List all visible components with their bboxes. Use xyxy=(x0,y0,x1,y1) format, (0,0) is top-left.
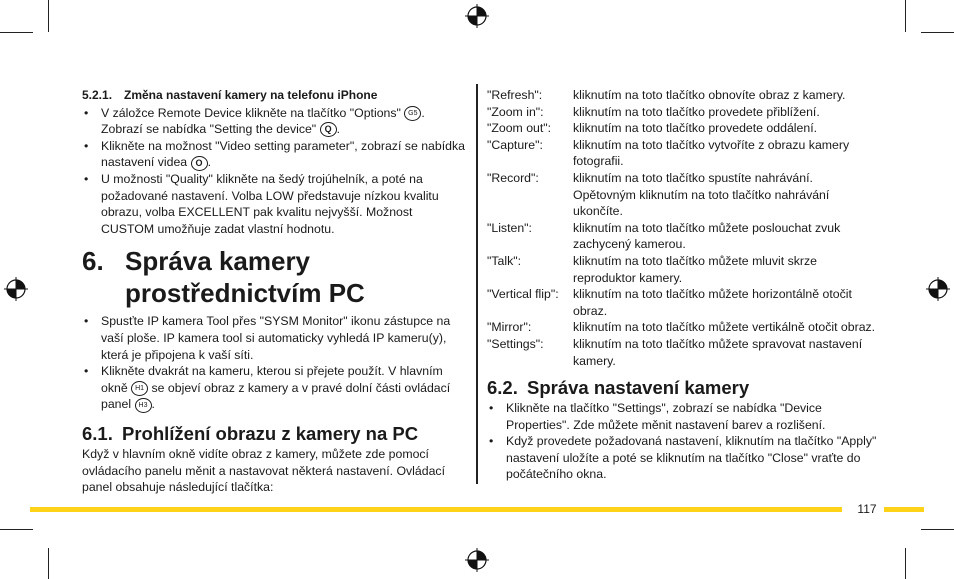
subsection-number: 5.2.1. xyxy=(82,88,113,102)
definition-text: kliknutím na toto tlačítko vytvoříte z obrazu kamery fotografii. xyxy=(573,137,850,169)
h1-badge-icon: H1 xyxy=(131,381,148,396)
chapter-title: Správa kamery prostřednictvím PC xyxy=(125,246,365,309)
definition-term: "Zoom in": xyxy=(487,104,544,119)
page-number: 117 xyxy=(851,502,883,516)
list-item-text: . xyxy=(151,397,155,412)
list-item-text: . xyxy=(336,122,341,137)
registration-mark-icon xyxy=(465,4,489,28)
list-item: • Když provedete požadovaná nastavení, kliknutím na tlačítko "Apply" nastavení uložíte a poté se kliknutím na tlačítko "Close" vraťte do počátečního okna. xyxy=(487,433,879,483)
list-item-text: Zobrazí se nabídka "Setting the device" xyxy=(101,122,320,137)
list-item-text: V záložce Remote Device klikněte na tlačítko "Options" xyxy=(101,105,405,120)
iphone-steps-list xyxy=(82,105,466,238)
crop-mark-bottom-right-h xyxy=(921,529,954,530)
definition-text: kliknutím na toto tlačítko můžete horizontálně otočit obraz. xyxy=(573,287,852,318)
section-title: Prohlížení obrazu z kamery na PC xyxy=(122,422,419,444)
footer-accent-bar xyxy=(30,507,842,512)
definition-text: kliknutím na toto tlačítko můžete poslouchat zvuk zachycený kamerou. xyxy=(573,220,841,252)
definition-text: kliknutím na toto tlačítko můžete spravovat nastavení kamery. xyxy=(573,336,863,368)
crop-mark-top-left xyxy=(48,0,49,32)
section-number: 6.1. xyxy=(82,422,113,444)
list-item-text: U možnosti "Quality" klikněte na šedý trojúhelník, a poté na požadované nastavení. Volba LOW představuje nízkou kvalitu obrazu, volba EXCELLENT pak kvalitu nejvyšší. Možnost CUSTOM umožňuje zadat vlastní hodnotu. xyxy=(101,171,439,236)
left-column xyxy=(82,87,466,496)
crop-mark-top-right xyxy=(905,0,906,32)
definition-term: "Zoom out": xyxy=(487,121,552,136)
definition-term: "Talk": xyxy=(487,253,522,268)
footer-accent-bar-end xyxy=(884,507,924,512)
definition-term: "Capture": xyxy=(487,137,543,152)
list-item-text: Klikněte dvakrát na kameru, kterou si přejete použít. V hlavním okně xyxy=(101,364,443,395)
definition-text: kliknutím na toto tlačítko obnovíte obraz z kamery. xyxy=(573,88,846,102)
list-item-text: . xyxy=(421,105,425,120)
crop-mark-bottom-left xyxy=(48,548,49,579)
q-badge-icon: Q xyxy=(320,122,337,137)
subsection-title: Změna nastavení kamery na telefonu iPhone xyxy=(124,88,378,102)
definition-text: kliknutím na toto tlačítko provedete přiblížení. xyxy=(573,104,820,119)
definition-term: "Record": xyxy=(487,170,539,185)
pc-steps-list xyxy=(82,313,466,413)
registration-mark-icon xyxy=(926,277,950,301)
definition-term: "Refresh": xyxy=(487,88,543,102)
section-number: 6.2. xyxy=(487,377,518,399)
list-item: • Klikněte na tlačítko "Settings", zobrazí se nabídka "Device Properties". Zde můžete měnit nastavení barev a rozlišení. xyxy=(487,400,879,433)
column-divider xyxy=(476,84,478,484)
definition-term: "Mirror": xyxy=(487,320,532,335)
registration-mark-icon xyxy=(465,548,489,572)
subsection-heading xyxy=(82,87,466,104)
section-paragraph: Když v hlavním okně vidíte obraz z kamery, můžete zde pomocí ovládacího panelu měnit a nastavovat některá nastavení. Ovládací panel obsahuje následující tlačítka: xyxy=(82,446,445,495)
definition-text: kliknutím na toto tlačítko spustíte nahrávání. Opětovným kliknutím na toto tlačítko nahrávání ukončíte. xyxy=(573,170,830,219)
definition-term: "Settings": xyxy=(487,336,544,351)
crop-mark-top-left-h xyxy=(0,32,33,33)
button-definitions xyxy=(487,87,879,369)
definition-text: kliknutím na toto tlačítko provedete oddálení. xyxy=(573,121,818,136)
settings-steps-list xyxy=(487,400,879,483)
definition-term: "Listen": xyxy=(487,220,532,235)
definition-text: kliknutím na toto tlačítko můžete mluvit skrze reproduktor kamery. xyxy=(573,253,817,285)
list-item-text: se objeví obraz z kamery a v pravé dolní části ovládací panel xyxy=(101,380,451,412)
list-item xyxy=(82,363,466,413)
list-item xyxy=(82,138,466,171)
section-heading xyxy=(82,423,466,445)
list-item xyxy=(82,171,466,237)
crop-mark-top-right-h xyxy=(921,32,954,33)
section-heading xyxy=(487,377,879,399)
list-item-text: Klikněte na možnost "Video setting parameter", zobrazí se nabídka nastavení videa xyxy=(101,138,465,170)
definition-term: "Vertical flip": xyxy=(487,287,559,302)
registration-mark-icon xyxy=(4,277,28,301)
section-title: Správa nastavení kamery xyxy=(527,377,750,399)
list-item-text: . xyxy=(207,155,211,170)
list-item xyxy=(82,313,466,363)
crop-mark-bottom-right xyxy=(905,548,906,579)
crop-mark-bottom-left-h xyxy=(0,529,33,530)
o-badge-icon: O xyxy=(191,156,208,171)
chapter-number: 6. xyxy=(82,246,104,277)
g5-badge-icon: G5 xyxy=(404,106,421,121)
right-column xyxy=(487,87,879,483)
list-item-text: Spusťte IP kamera Tool přes "SYSM Monitor" ikonu zástupce na vaší ploše. IP kamera tool si automaticky vyhledá IP kameru(y), která je připojena k vaší síti. xyxy=(101,314,451,362)
list-item xyxy=(82,105,466,138)
h3-badge-icon: H3 xyxy=(135,398,152,413)
chapter-heading xyxy=(82,245,466,309)
definition-text: kliknutím na toto tlačítko můžete vertikálně otočit obraz. xyxy=(573,320,876,335)
